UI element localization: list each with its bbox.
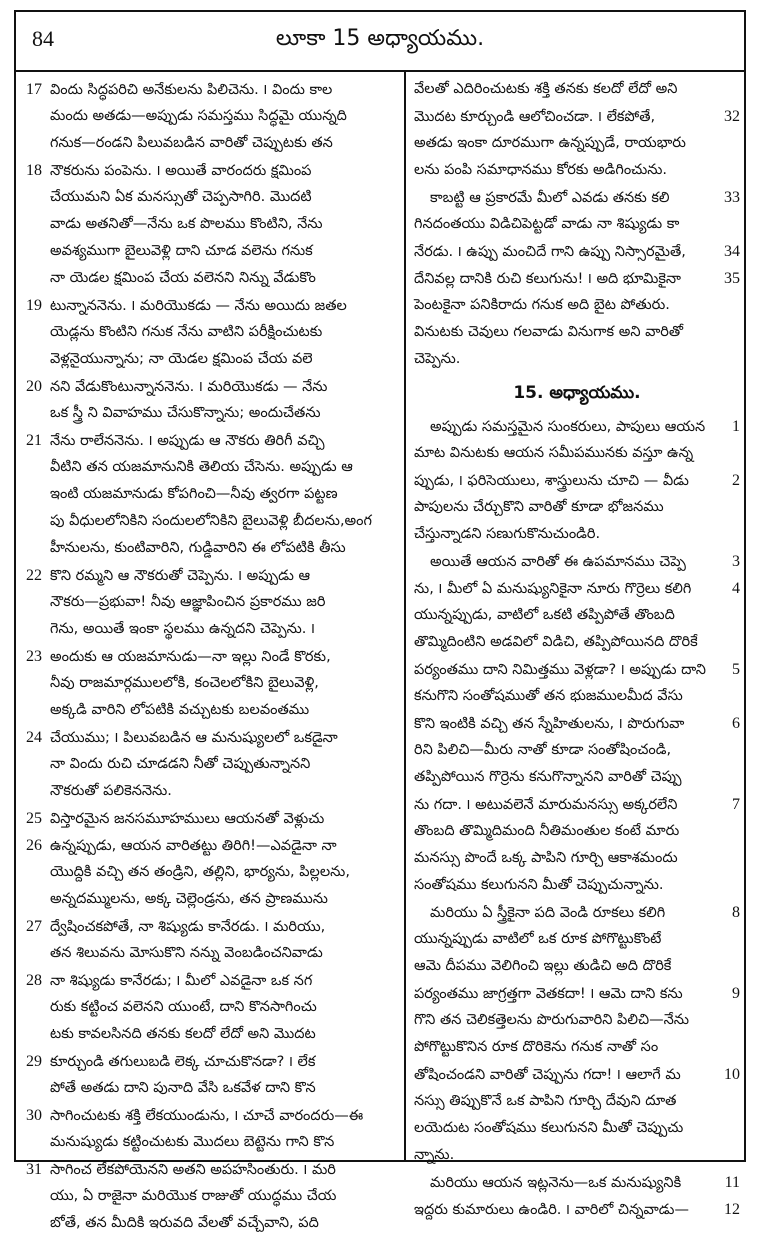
verse-number: 32 (724, 108, 740, 125)
text-line (26, 292, 396, 319)
line-text: ను గదా. ౹ అటువలెనే మారుమనస్సు అక్కరలేని (414, 797, 678, 813)
verse-number: 6 (732, 715, 740, 732)
text-line (414, 764, 740, 791)
verse-number: 26 (26, 837, 42, 854)
text-line (414, 656, 740, 683)
text-line (414, 575, 740, 602)
page-number: 84 (32, 26, 54, 51)
text-line (414, 157, 740, 184)
text-line (414, 103, 740, 130)
line-text: దేనివల్ల దానికి రుచి కలుగును! ౹ అది భూమికైనా (414, 271, 681, 287)
verse-number: 1 (732, 418, 740, 435)
text-line (26, 1075, 396, 1102)
line-text: తప్పిపోయిన గొర్రెను కనుగొన్నానని వారితో చెప్పు (414, 769, 682, 785)
page-header (16, 12, 744, 72)
line-text: వాడు అతనితో—నేను ఒక పొలము కొంటిని, నేను (50, 216, 323, 232)
verse-number: 3 (732, 553, 740, 570)
text-line (26, 130, 396, 157)
verse-number: 8 (732, 904, 740, 921)
line-text: పోగొట్టుకొనిన రూక దొరికెను గనుక నాతో సం (414, 1039, 659, 1055)
text-line (414, 818, 740, 845)
text-line (414, 1196, 740, 1223)
line-text: నీవు రాజమార్గములలోకి, కంచెలలోకిని బైలువెళ్లి, (50, 675, 319, 691)
line-text: యొద్దికి వచ్చి తన తండ్రిని, తల్లిని, భార్యను, పిల్లలను, (50, 864, 350, 880)
text-line (414, 1142, 740, 1169)
verse-number: 29 (26, 1053, 42, 1070)
line-text: కొని రమ్మని ఆ నౌకరుతో చెప్పెను. ౹ అప్పుడు ఆ (50, 568, 311, 584)
line-text: సంతోషము కలుగునని మీతో చెప్పుచున్నాను. (414, 877, 664, 893)
line-text: అన్నదమ్ములను, అక్క చెల్లెండ్రను, తన ప్రాణమును (50, 891, 328, 907)
text-line (26, 670, 396, 697)
text-line (414, 346, 740, 373)
line-text: నా శిష్యుడు కానేరడు; ౹ మీలో ఎవడైనా ఒక నగ (50, 973, 313, 989)
chapter-heading: 15. అధ్యాయము. (513, 383, 641, 403)
line-text: పోతే అతడు దాని పునాది వేసి ఒకవేళ దాని కొన (50, 1080, 316, 1096)
line-text: నస్సు తిప్పుకొనే ఒక పాపిని గూర్చి దేవుని దూత (414, 1093, 677, 1109)
right-column-top (414, 76, 740, 373)
text-line (26, 1156, 396, 1183)
line-text: కాబట్టి ఆ ప్రకారమే మీలో ఎవడు తనకు కలి (430, 190, 670, 206)
text-line (414, 1169, 740, 1196)
line-text: కూర్చుండి తగులుబడి లెక్క చూచుకొనడా? ౹ లేక (50, 1054, 316, 1070)
verse-number: 20 (26, 378, 42, 395)
verse-number: 27 (26, 918, 42, 935)
text-line (26, 1102, 396, 1129)
line-text: గొని తన చెలికత్తెలను పొరుగువారిని పిలిచి—నేను (414, 1012, 689, 1028)
line-text: పెంటకైనా పనికిరాదు గనుక అది బైట పోతురు. (414, 297, 670, 313)
line-text: పర్యంతము దాని నిమిత్తము వెళ్లడా? ౹ అప్పుడు దాని (414, 662, 706, 678)
text-line (414, 548, 740, 575)
text-line (26, 832, 396, 859)
text-line (414, 494, 740, 521)
line-text: యు, ఏ రాజైనా మరియొక రాజుతో యుద్ధము చేయ (50, 1188, 337, 1204)
verse-number: 28 (26, 972, 42, 989)
text-line (26, 1021, 396, 1048)
text-line (26, 535, 396, 562)
text-line (414, 845, 740, 872)
line-text: అప్పుడు సమస్తమైన సుంకరులు, పాపులు ఆయన (430, 419, 706, 435)
text-line (414, 899, 740, 926)
line-text: మరియు ఏ స్త్రీకైనా పది వెండి రూకలు కలిగి (430, 905, 666, 921)
text-line (414, 440, 740, 467)
line-text: టకు కావలసినది తనకు కలదో లేదో అని మొదట (50, 1026, 316, 1042)
line-text: చేయుమని ఏక మనస్సుతో చెప్పసాగిరి. మొదటి (50, 189, 312, 205)
text-line (26, 400, 396, 427)
text-line (414, 184, 740, 211)
verse-number: 24 (26, 729, 42, 746)
line-text: ప్పుడు, ౹ ఫరిసెయులు, శాస్త్రులును చూచి — వీడు (414, 473, 689, 489)
text-line (26, 589, 396, 616)
line-text: నా యెడల క్షమింప చేయ వలెనని నిన్ను వేడుకొం (50, 270, 316, 286)
line-text: తన శిలువను మోసుకొని నన్ను వెంబడించనివాడు (50, 945, 323, 961)
verse-number: 9 (732, 985, 740, 1002)
text-line (414, 211, 740, 238)
line-text: మందు అతడు—అప్పుడు సమస్తము సిద్ధమై యున్నది (50, 108, 347, 124)
verse-number: 22 (26, 567, 42, 584)
verse-number: 31 (26, 1161, 42, 1178)
line-text: ఉన్నప్పుడు, ఆయన వారితట్టు తిరిగి!—ఎవడైనా నా (50, 838, 337, 854)
text-line (26, 859, 396, 886)
verse-number: 4 (732, 580, 740, 597)
line-text: కొని ఇంటికి వచ్చి తన స్నేహితులను, ౹ పొరుగువా (414, 716, 685, 732)
line-text: చెప్పెను. (414, 351, 461, 367)
line-text: తోషించండని వారితో చెప్పును గదా! ౹ ఆలాగే మ (414, 1067, 681, 1083)
line-text: అందుకు ఆ యజమానుడు—నా ఇల్లు నిండే కొరకు, (50, 649, 331, 665)
line-text: మాట వినుటకు ఆయన సమీపమునకు వస్తూ ఉన్న (414, 445, 694, 461)
text-line (26, 454, 396, 481)
line-text: ఒక స్త్రీ ని వివాహము చేసుకొన్నాను; అందుచేతను (50, 405, 321, 421)
line-text: అక్కడి వారిని లోపటికి వచ్చుటకు బలవంతము (50, 702, 310, 718)
line-text: లను పంపి సమాధానము కోరకు అడిగించును. (414, 162, 668, 178)
line-text: నని వేడుకొంటున్నాననెను. ౹ మరియొకడు — నేను (50, 379, 328, 395)
text-line (414, 872, 740, 899)
verse-number: 12 (724, 1201, 740, 1218)
text-line (414, 1034, 740, 1061)
verse-number: 21 (26, 432, 42, 449)
text-line (26, 616, 396, 643)
text-line (26, 1210, 396, 1237)
text-line (26, 76, 396, 103)
text-line (414, 791, 740, 818)
text-line (414, 319, 740, 346)
verse-number: 7 (732, 796, 740, 813)
line-text: మరియు ఆయన ఇట్లనెను—ఒక మనుష్యునికి (430, 1175, 682, 1191)
text-line (26, 211, 396, 238)
text-line (26, 319, 396, 346)
text-line (414, 1088, 740, 1115)
line-text: బోతే, తన మీదికి ఇరువది వేలతో వచ్చేవాని, పది (50, 1215, 319, 1231)
line-text: ఇంటి యజమానుడు కోపగించి—నీవు త్వరగా పట్టణ (50, 486, 338, 502)
line-text: హీనులను, కుంటివారిని, గుడ్డివారిని ఈ లోపటికి తీసు (50, 540, 346, 556)
line-text: పర్యంతము జాగ్రత్తగా వెతకదా! ౹ ఆమె దాని కను (414, 986, 683, 1002)
line-text: రుకు కట్టించ వలెనని యుంటే, దాని కొనసాగించు (50, 999, 317, 1015)
line-text: తొంబది తొమ్మిదిమంది నీతిమంతుల కంటే మారు (414, 823, 680, 839)
verse-number: 18 (26, 162, 42, 179)
text-line (26, 157, 396, 184)
line-text: పు వీధులలోనికిని సందులలోనికిని బైలువెళ్లి బీదలను,అంగ (50, 513, 372, 529)
line-text: ఇద్దరు కుమారులు ఉండిరి. ౹ వారిలో చిన్నవాడు— (414, 1202, 689, 1218)
text-line (414, 629, 740, 656)
text-line (26, 778, 396, 805)
text-line (26, 481, 396, 508)
text-line (414, 737, 740, 764)
text-line (414, 953, 740, 980)
verse-number: 10 (724, 1066, 740, 1083)
line-text: యున్నప్పుడు, వాటిలో ఒకటి తప్పిపోతే తొంబది (414, 607, 675, 623)
line-text: చేయుము; ౹ పిలువబడిన ఆ మనుష్యులలో ఒకడైనా (50, 730, 338, 746)
line-text: ఆమె దీపము వెలిగించి ఇల్లు తుడిచి అది దొరికే (414, 958, 672, 974)
verse-number: 25 (26, 810, 42, 827)
text-line (26, 886, 396, 913)
verse-number: 17 (26, 81, 42, 98)
line-text: ను, ౹ మీలో ఏ మనుష్యునికైనా నూరు గొర్రెలు కలిగి (414, 581, 692, 597)
text-line (414, 292, 740, 319)
line-text: వీటిని తన యజమానునికి తెలియ చేసెను. అప్పుడు ఆ (50, 459, 353, 475)
text-line (414, 265, 740, 292)
text-line (26, 967, 396, 994)
text-line (26, 643, 396, 670)
text-line (414, 1061, 740, 1088)
text-line (414, 238, 740, 265)
verse-number: 19 (26, 297, 42, 314)
line-text: అవశ్యముగా బైలువెళ్లి దాని చూడ వలెను గనుక (50, 243, 313, 259)
text-line (26, 184, 396, 211)
line-text: మొదట కూర్చుండి ఆలోచించడా. ౹ లేకపోతే, (414, 109, 656, 125)
text-line (414, 1115, 740, 1142)
text-line (26, 103, 396, 130)
line-text: గెను, అయితే ఇంకా స్థలము ఉన్నదని చెప్పెను. ౹ (50, 621, 315, 637)
text-line (26, 697, 396, 724)
bible-page (14, 10, 746, 1231)
text-line (26, 427, 396, 454)
verse-number: 34 (724, 243, 740, 260)
line-text: రిని పిలిచి—మీరు నాతో కూడా సంతోషించండి, (414, 742, 672, 758)
line-text: నేను రాలేననెను. ౹ అప్పుడు ఆ నౌకరు తిరిగీ వచ్చి (50, 433, 325, 449)
text-line (414, 413, 740, 440)
verse-number: 2 (732, 472, 740, 489)
line-text: న్నాను. (414, 1147, 455, 1163)
verse-number: 23 (26, 648, 42, 665)
text-line (414, 521, 740, 548)
text-line (26, 724, 396, 751)
text-line (26, 265, 396, 292)
line-text: చేస్తున్నాడని సణుగుకొనుచుండిరి. (414, 526, 601, 542)
text-line (414, 467, 740, 494)
right-column (414, 76, 740, 1218)
text-line (414, 980, 740, 1007)
line-text: మనుష్యుడు కట్టించుటకు మొదలు బెట్టెను గాని కొన (50, 1134, 335, 1150)
text-line (414, 76, 740, 103)
text-line (26, 373, 396, 400)
text-line (414, 710, 740, 737)
line-text: అతడు ఇంకా దూరముగా ఉన్నప్పుడే, రాయభారు (414, 135, 686, 151)
line-text: విస్తారమైన జనసమూహములు ఆయనతో వెళ్లుచు (50, 811, 325, 827)
line-text: సాగించుటకు శక్తి లేకయుండును, ౹ చూచే వారందరు—ఈ (50, 1108, 364, 1124)
line-text: కనుగొని సంతోషముతో తన భుజములమీద వేసు (414, 688, 683, 704)
text-line (414, 926, 740, 953)
column-divider (404, 70, 406, 1160)
line-text: పాపులను చేర్చుకొని వారితో కూడా భోజనము (414, 499, 664, 515)
line-text: యున్నప్పుడు వాటిలో ఒక రూక పోగొట్టుకొంటే (414, 931, 662, 947)
text-line (414, 683, 740, 710)
line-text: అయితే ఆయన వారితో ఈ ఉపమానము చెప్పె (430, 554, 686, 570)
line-text: నా విందు రుచి చూడడని నీతో చెప్పుతున్నానని (50, 756, 311, 772)
verse-number: 11 (724, 1174, 740, 1191)
line-text: గనుక—రండని పిలువబడిన వారితో చెప్పుటకు తన (50, 135, 333, 151)
text-line (414, 130, 740, 157)
line-text: యెడ్లను కొంటిని గనుక నేను వాటిని పరీక్షించుటకు (50, 324, 323, 340)
line-text: నౌకరు—ప్రభువా! నీవు ఆజ్ఞాపించిన ప్రకారము జరి (50, 594, 326, 610)
line-text: ద్వేషించకపోతే, నా శిష్యుడు కానేరడు. ౹ మరియు, (50, 919, 326, 935)
line-text: సాగించ లేకపోయెనని అతని అపహసింతురు. ౹ మరి (50, 1162, 336, 1178)
line-text: నౌకరును పంపెను. ౹ అయితే వారందరు క్షమింప (50, 163, 312, 179)
text-line (26, 940, 396, 967)
line-text: లయెదుట సంతోషము కలుగునని మీతో చెప్పుచు (414, 1120, 684, 1136)
text-line (26, 346, 396, 373)
text-line (414, 1007, 740, 1034)
line-text: నౌకరుతో పలికెననెను. (50, 783, 172, 799)
text-line (26, 1048, 396, 1075)
line-text: వెళ్లనైయున్నాను; నా యెడల క్షమింప చేయ వలె (50, 351, 313, 367)
line-text: వేలతో ఎదిరించుటకు శక్తి తనకు కలదో లేదో అని (414, 81, 678, 97)
text-line (26, 994, 396, 1021)
line-text: విందు సిద్ధపరిచి అనేకులను పిలిచెను. ౹ విందు కాల (50, 82, 333, 98)
text-line (26, 562, 396, 589)
text-line (26, 913, 396, 940)
text-line (414, 602, 740, 629)
line-text: మనస్సు పొందే ఒక్క పాపిని గూర్చి ఆకాశమందు (414, 850, 678, 866)
left-column (26, 76, 396, 1231)
text-line (26, 1183, 396, 1210)
text-line (26, 508, 396, 535)
running-title: లూకా 15 అధ్యాయము. (275, 26, 485, 51)
verse-number: 30 (26, 1107, 42, 1124)
right-column-bottom (414, 413, 740, 1223)
line-text: టున్నాననెను. ౹ మరియొకడు — నేను అయిదు జతల (50, 298, 347, 314)
text-line (26, 238, 396, 265)
line-text: వినుటకు చెవులు గలవాడు వినుగాక అని వారితో (414, 324, 684, 340)
text-line (26, 751, 396, 778)
text-line (26, 1129, 396, 1156)
text-line (26, 805, 396, 832)
verse-number: 35 (724, 270, 740, 287)
line-text: నేరడు. ౹ ఉప్పు మంచిదే గాని ఉప్పు నిస్సారమైతే, (414, 244, 686, 260)
line-text: తొమ్మిదింటిని అడవిలో విడిచి, తప్పిపోయినది దొరికే (414, 634, 698, 650)
verse-number: 5 (732, 661, 740, 678)
verse-number: 33 (724, 189, 740, 206)
line-text: గినదంతయు విడిచిపెట్టడో వాడు నా శిష్యుడు కా (414, 216, 680, 232)
